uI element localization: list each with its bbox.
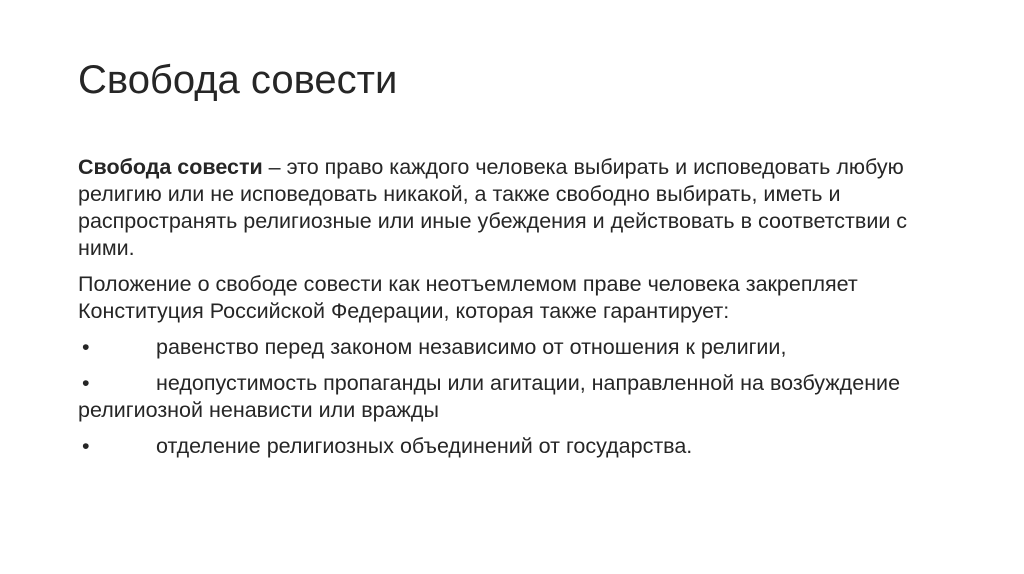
bullet-icon: • (82, 371, 90, 395)
slide-title: Свобода совести (78, 58, 398, 102)
definition-term: Свобода совести (78, 155, 263, 179)
bullet-icon: • (82, 434, 90, 458)
bullet-item (78, 370, 958, 424)
bullet-text: равенство перед законом независимо от отношения к религии, (156, 335, 787, 359)
slide-body (78, 154, 958, 469)
definition-text: – это право каждого человека выбирать и исповедовать любую религию или не исповедовать никакой, а также свободно выбирать, иметь и распространять религиозные или иные убеждения и действовать в соответствии с ними. (78, 155, 908, 260)
bullet-text: недопустимость пропаганды или агитации, направленной на возбуждение религиозной ненависти или вражды (78, 371, 901, 422)
bullet-item (78, 334, 958, 361)
definition-paragraph (78, 154, 958, 262)
bullet-text: отделение религиозных объединений от государства. (156, 434, 693, 458)
constitution-paragraph: Положение о свободе совести как неотъемлемом праве человека закрепляет Конституция Российской Федерации, которая также гарантирует: (78, 272, 858, 323)
bullet-item (78, 433, 958, 460)
bullet-icon: • (82, 335, 90, 359)
